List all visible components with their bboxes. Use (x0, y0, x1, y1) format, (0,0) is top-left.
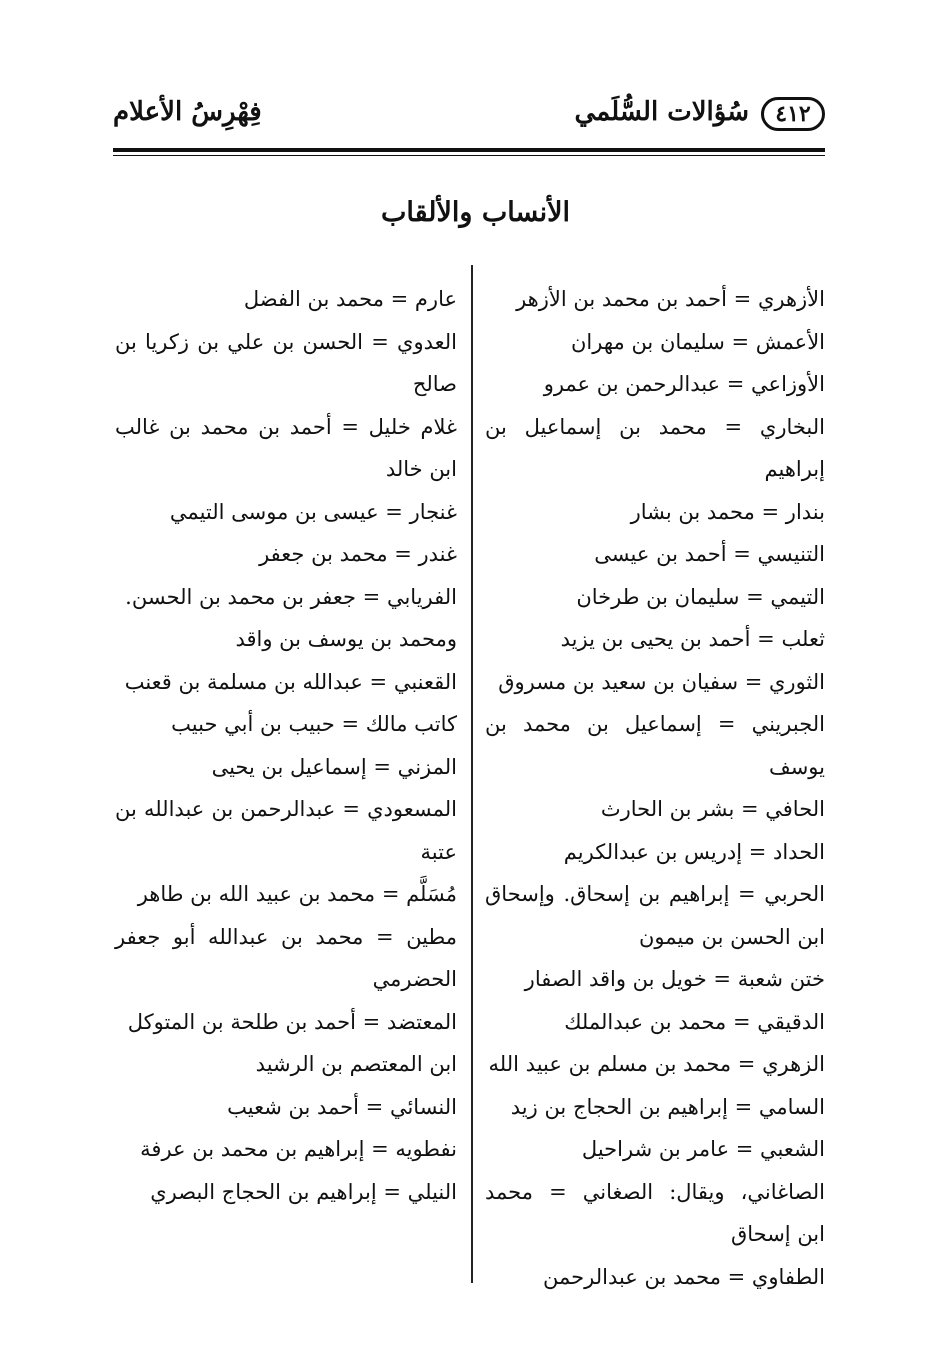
index-entry: كاتب مالك = حبيب بن أبي حبيب (171, 712, 457, 736)
column-divider (471, 265, 473, 1283)
chapter-heading: الأنساب والألقاب (380, 197, 570, 228)
index-entry: مُسَلَّم = محمد بن عبيد الله بن طاهر (137, 882, 457, 906)
index-entry: الأعمش = سليمان بن مهران (571, 329, 825, 354)
index-entry: المزني = إسماعيل بن يحيى (211, 754, 457, 779)
index-entry: ومحمد بن يوسف بن واقد (235, 627, 457, 651)
index-entry: غندر = محمد بن جعفر (259, 542, 457, 566)
index-entry: الحداد = إدريس بن عبدالكريم (563, 839, 825, 864)
index-entry: المسعودي = عبدالرحمن بن عبدالله بن (115, 797, 457, 821)
index-entry: العدوي = الحسن بن علي بن زكريا بن (115, 329, 457, 354)
index-entry: الأزهري = أحمد بن محمد بن الأزهر (516, 287, 825, 311)
index-entry: النيلي = إبراهيم بن الحجاج البصري (150, 1179, 457, 1204)
index-entry: الشعبي = عامر بن شراحيل (581, 1137, 825, 1161)
index-entry: نفطويه = إبراهيم بن محمد بن عرفة (140, 1137, 457, 1161)
index-entry: الطفاوي = محمد بن عبدالرحمن (543, 1264, 825, 1289)
index-entry: البخاري = محمد بن إسماعيل بن (485, 414, 825, 439)
index-entry: التيمي = سليمان بن طرخان (576, 584, 825, 609)
index-entry: عارم = محمد بن الفضل (243, 287, 457, 311)
index-entry: ابن إسحاق (730, 1222, 825, 1246)
page-header (113, 95, 825, 143)
index-entry: ابن الحسن بن ميمون (638, 924, 825, 949)
index-entry: ختن شعبة = خويل بن واقد الصفار (524, 967, 825, 991)
index-entry: التنيسي = أحمد بن عيسى (594, 542, 825, 566)
index-entry: إبراهيم (764, 457, 825, 481)
index-entry: ابن خالد (385, 457, 457, 481)
header-rule-thin (113, 155, 825, 156)
index-entry: الصاغاني، ويقال: الصغاني = محمد (485, 1179, 825, 1204)
book-title: سُؤالات السُّلَمي (574, 97, 749, 127)
section-title: فِهْرِسُ الأعلام (113, 97, 262, 127)
index-entry: النسائي = أحمد بن شعيب (227, 1094, 457, 1119)
index-entry: السامي = إبراهيم بن الحجاج بن زيد (510, 1094, 825, 1119)
index-entry: صالح (412, 372, 457, 396)
index-entry: الأوزاعي = عبدالرحمن بن عمرو (543, 372, 825, 396)
index-entry: الفريابي = جعفر بن محمد بن الحسن. (125, 584, 457, 609)
index-entry: غنجار = عيسى بن موسى التيمي (169, 499, 457, 524)
index-entry: القعنبي = عبدالله بن مسلمة بن قعنب (124, 669, 457, 694)
index-entry: الزهري = محمد بن مسلم بن عبيد الله (488, 1052, 825, 1076)
page-number: ٤١٢ (761, 97, 825, 131)
index-entry: غلام خليل = أحمد بن محمد بن غالب (115, 414, 457, 439)
index-entry: الجبريني = إسماعيل بن محمد بن (485, 712, 825, 736)
index-entry: الحافي = بشر بن الحارث (600, 797, 825, 821)
index-entry: الدقيقي = محمد بن عبدالملك (564, 1009, 825, 1034)
header-rule-thick (113, 148, 825, 152)
index-entry: ابن المعتصم بن الرشيد (255, 1052, 457, 1076)
index-entry: يوسف (768, 754, 825, 779)
index-entry: عتبة (420, 839, 457, 864)
index-entry: مطين = محمد بن عبدالله أبو جعفر (115, 924, 457, 949)
index-entry: الثوري = سفيان بن سعيد بن مسروق (498, 669, 825, 694)
index-entry: المعتضد = أحمد بن طلحة بن المتوكل (127, 1009, 457, 1034)
right-column (485, 278, 825, 1298)
index-entry: بندار = محمد بن بشار (630, 499, 825, 524)
left-column (115, 278, 457, 1213)
index-entry: ثعلب = أحمد بن يحيى بن يزيد (560, 627, 825, 651)
index-entry: الحضرمي (372, 967, 457, 991)
index-entry: الحربي = إبراهيم بن إسحاق. وإسحاق (485, 882, 825, 906)
